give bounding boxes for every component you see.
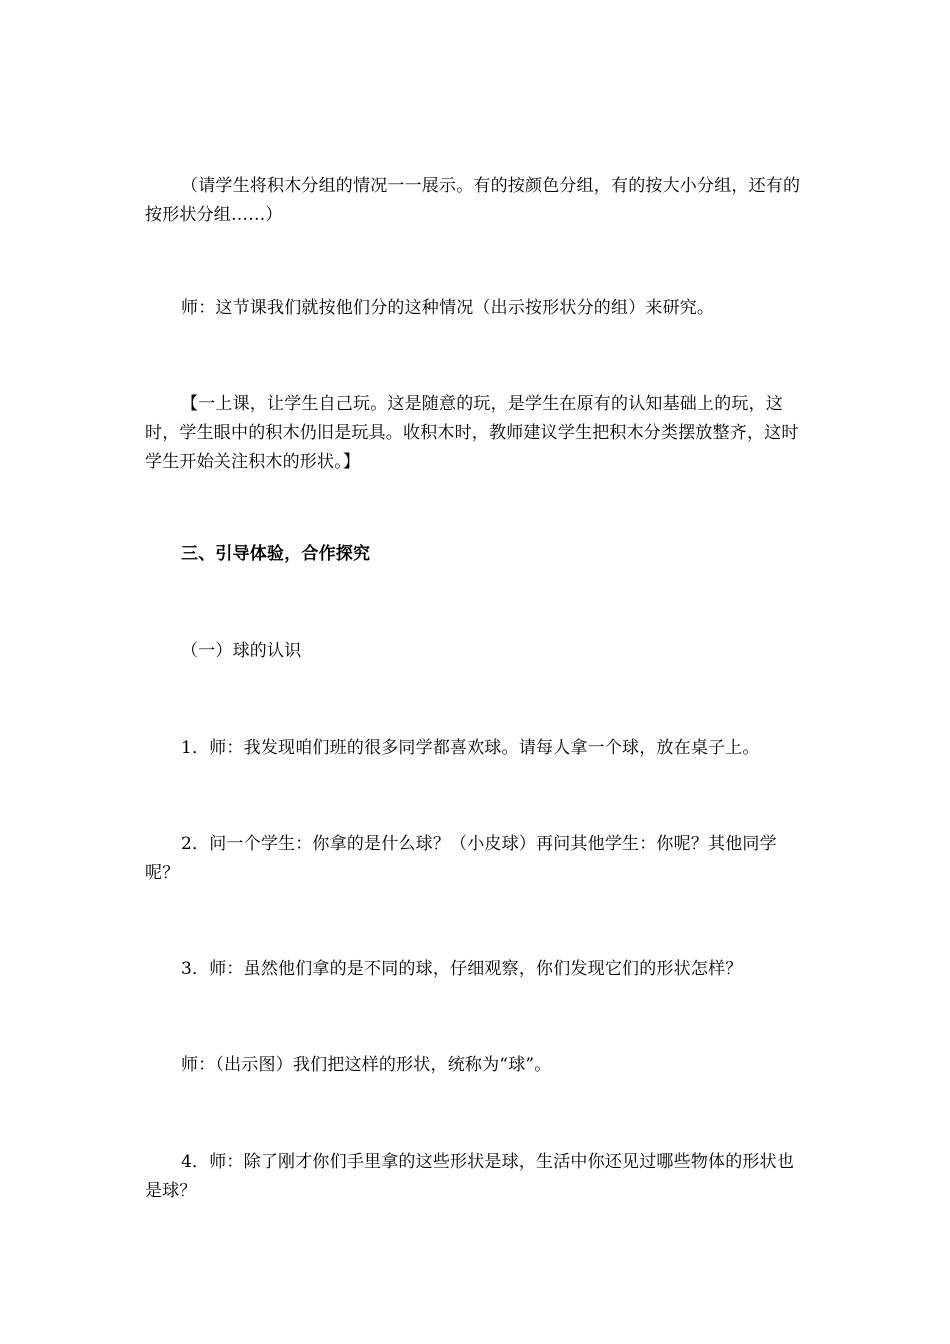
paragraph-teacher-ball: 师：（出示图）我们把这样的形状，统称为“球”。	[181, 1055, 552, 1075]
paragraph-teacher-research: 师：这节课我们就按他们分的这种情况（出示按形状分的组）来研究。	[181, 298, 715, 318]
paragraph-step-2: 2．问一个学生：你拿的是什么球？（小皮球）再问其他学生：你呢？其他同学呢？	[145, 834, 777, 883]
subsection-heading: （一）球的认识	[181, 641, 302, 661]
paragraph-step-3: 3．师：虽然他们拿的是不同的球，仔细观察，你们发现它们的形状怎样？	[181, 959, 743, 979]
paragraph-commentary: 【一上课，让学生自己玩。这是随意的玩，是学生在原有的认知基础上的玩，这时，学生眼中的积木仍旧是玩具。收积木时，教师建议学生把积木分类摆放整齐，这时学生开始关注积木的形状。】	[145, 394, 799, 472]
paragraph-display-groups: （请学生将积木分组的情况一一展示。有的按颜色分组，有的按大小分组，还有的按形状分组……）	[145, 176, 801, 225]
paragraph-step-4: 4．师：除了刚才你们手里拿的这些形状是球，生活中你还见过哪些物体的形状也是球？	[145, 1152, 795, 1201]
section-heading: 三、引导体验，合作探究	[181, 544, 371, 564]
paragraph-step-1: 1．师：我发现咱们班的很多同学都喜欢球。请每人拿一个球，放在桌子上。	[181, 738, 760, 758]
